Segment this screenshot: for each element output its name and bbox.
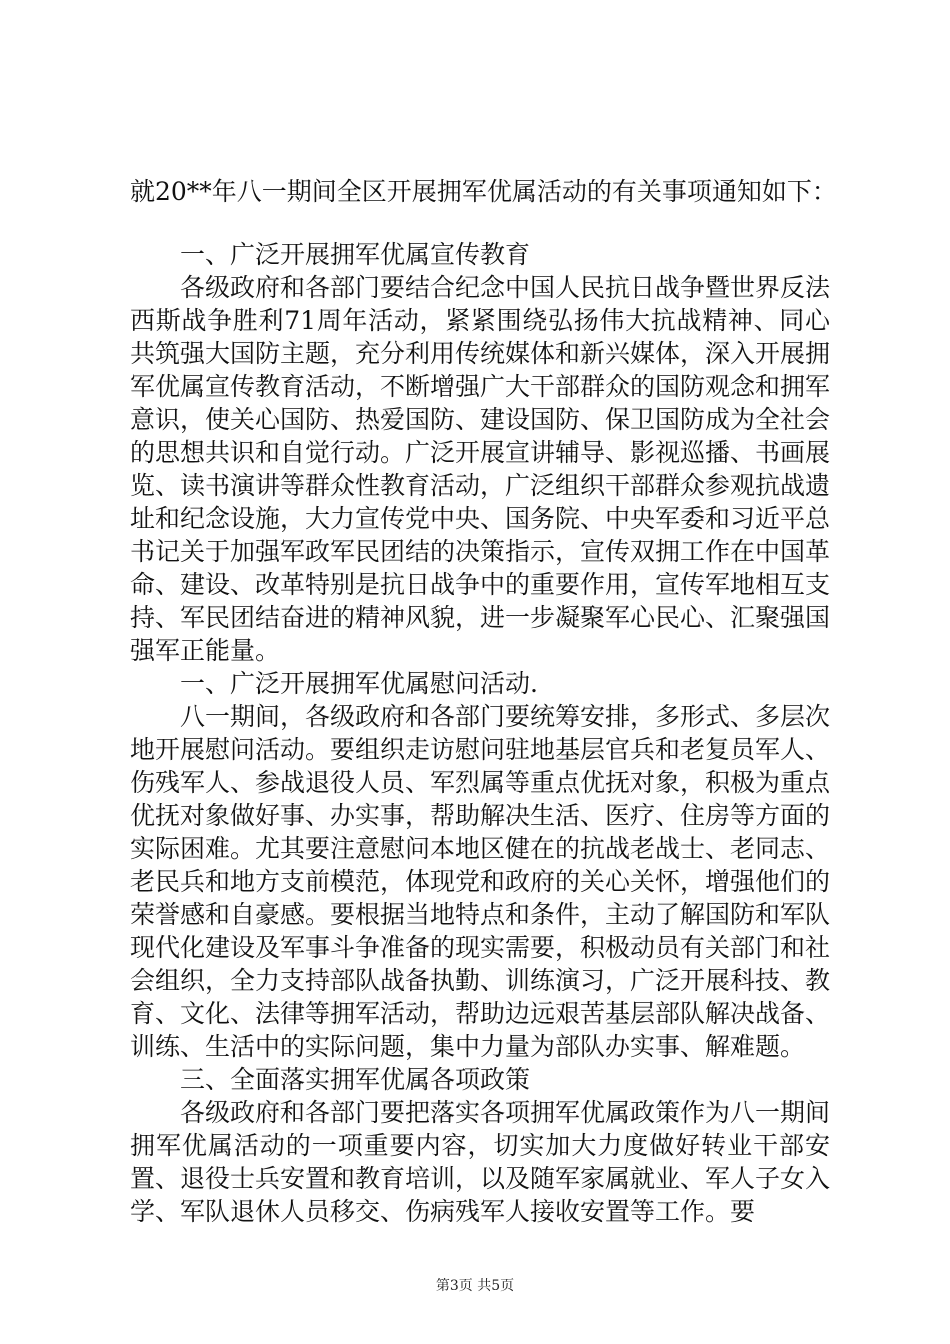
- section-3-heading: 三、全面落实拥军优属各项政策: [180, 1065, 531, 1094]
- section-2-heading: 一、广泛开展拥军优属慰问活动.: [180, 669, 538, 698]
- intro-line: 就20**年八一期间全区开展拥军优属活动的有关事项通知如下：: [130, 177, 837, 206]
- section-2-paragraph: 八一期间，各级政府和各部门要统筹安排，多形式、多层次地开展慰问活动。要组织走访慰问驻地基层官兵和老复员军人、伤残军人、参战退役人员、军烈属等重点优抚对象，积极为重点优抚对象做好事、办实事，帮助解决生活、医疗、住房等方面的实际困难。尤其要注意慰问本地区健在的抗战老战士、老同志、老民兵和地方支前模范，体现党和政府的关心关怀，增强他们的荣誉感和自豪感。要根据当地特点和条件，主动了解国防和军队现代化建设及军事斗争准备的现实需要，积极动员有关部门和社会组织，全力支持部队战备执勤、训练演习，广泛开展科技、教育、文化、法律等拥军活动，帮助边远艰苦基层部队解决战备、训练、生活中的实际问题，集中力量为部队办实事、解难题。: [130, 702, 831, 1061]
- section-1-paragraph: 各级政府和各部门要结合纪念中国人民抗日战争暨世界反法西斯战争胜利71周年活动，紧紧围绕弘扬伟大抗战精神、同心共筑强大国防主题，充分利用传统媒体和新兴媒体，深入开展拥军优属宣传教育活动，不断增强广大干部群众的国防观念和拥军意识，使关心国防、热爱国防、建设国防、保卫国防成为全社会的思想共识和自觉行动。广泛开展宣讲辅导、影视巡播、书画展览、读书演讲等群众性教育活动，广泛组织干部群众参观抗战遗址和纪念设施，大力宣传党中央、国务院、中央军委和习近平总书记关于加强军政军民团结的决策指示，宣传双拥工作在中国革命、建设、改革特别是抗日战争中的重要作用，宣传军地相互支持、军民团结奋进的精神风貌，进一步凝聚军心民心、汇聚强国强军正能量。: [130, 273, 831, 665]
- section-1-heading: 一、广泛开展拥军优属宣传教育: [180, 240, 531, 269]
- document-body: [130, 175, 837, 1228]
- section-3-paragraph: 各级政府和各部门要把落实各项拥军优属政策作为八一期间拥军优属活动的一项重要内容，切实加大力度做好转业干部安置、退役士兵安置和教育培训，以及随军家属就业、军人子女入学、军队退休人员移交、伤病残军人接收安置等工作。要: [130, 1098, 831, 1226]
- page-number-footer: 第3页 共5页: [435, 1278, 515, 1294]
